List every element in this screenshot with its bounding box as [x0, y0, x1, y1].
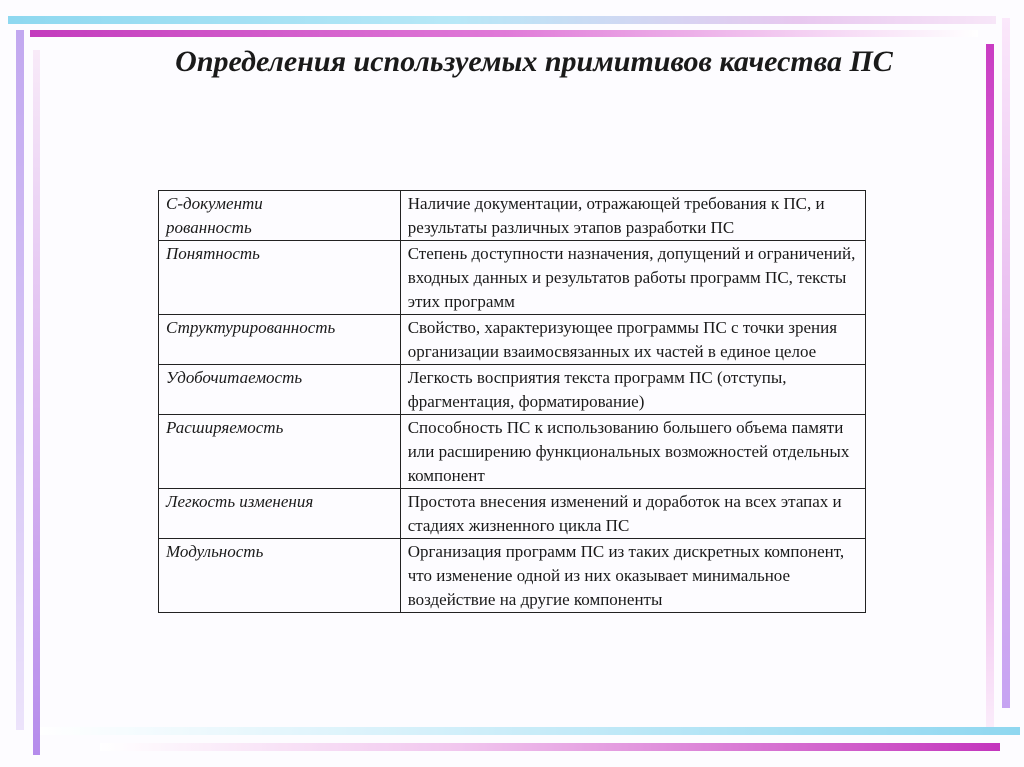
- decorative-bar-left-inner: [33, 50, 40, 755]
- term-text: С-документи рованность: [166, 194, 263, 237]
- term-cell: Понятность: [159, 241, 401, 315]
- term-cell: [159, 191, 401, 241]
- table-row: [159, 539, 866, 613]
- table-row: [159, 489, 866, 539]
- definition-cell: Организация программ ПС из таких дискретных компонент, что изменение одной из них оказывает минимальное воздействие на другие компоненты: [400, 539, 865, 613]
- table-row: [159, 415, 866, 489]
- decorative-bar-right-outer: [1002, 18, 1010, 708]
- decorative-bar-left-outer: [16, 30, 24, 730]
- decorative-bar-top-cyan: [8, 16, 996, 24]
- definition-cell: Способность ПС к использованию большего объема памяти или расширению функциональных возможностей отдельных компонент: [400, 415, 865, 489]
- term-cell: Структурированность: [159, 315, 401, 365]
- term-cell: Легкость изменения: [159, 489, 401, 539]
- decorative-bar-bottom-cyan: [40, 727, 1020, 735]
- definition-cell: Наличие документации, отражающей требования к ПС, и результаты различных этапов разработки ПС: [400, 191, 865, 241]
- definition-cell: Степень доступности назначения, допущений и ограничений, входных данных и результатов работы программ ПС, тексты этих программ: [400, 241, 865, 315]
- term-cell: Расширяемость: [159, 415, 401, 489]
- decorative-bar-bottom-magenta: [100, 743, 1000, 751]
- definition-cell: Простота внесения изменений и доработок на всех этапах и стадиях жизненного цикла ПС: [400, 489, 865, 539]
- term-cell: Модульность: [159, 539, 401, 613]
- decorative-bar-top-magenta: [30, 30, 978, 37]
- definition-cell: Свойство, характеризующее программы ПС с точки зрения организации взаимосвязанных их частей в единое целое: [400, 315, 865, 365]
- table-row: [159, 191, 866, 241]
- term-cell: Удобочитаемость: [159, 365, 401, 415]
- slide-title: Определения используемых примитивов качества ПС: [175, 45, 893, 78]
- table-row: [159, 315, 866, 365]
- table-row: [159, 365, 866, 415]
- quality-primitives-table: [158, 190, 866, 613]
- definition-cell: Легкость восприятия текста программ ПС (отступы, фрагментация, форматирование): [400, 365, 865, 415]
- decorative-bar-right-magenta: [986, 44, 994, 734]
- table-row: [159, 241, 866, 315]
